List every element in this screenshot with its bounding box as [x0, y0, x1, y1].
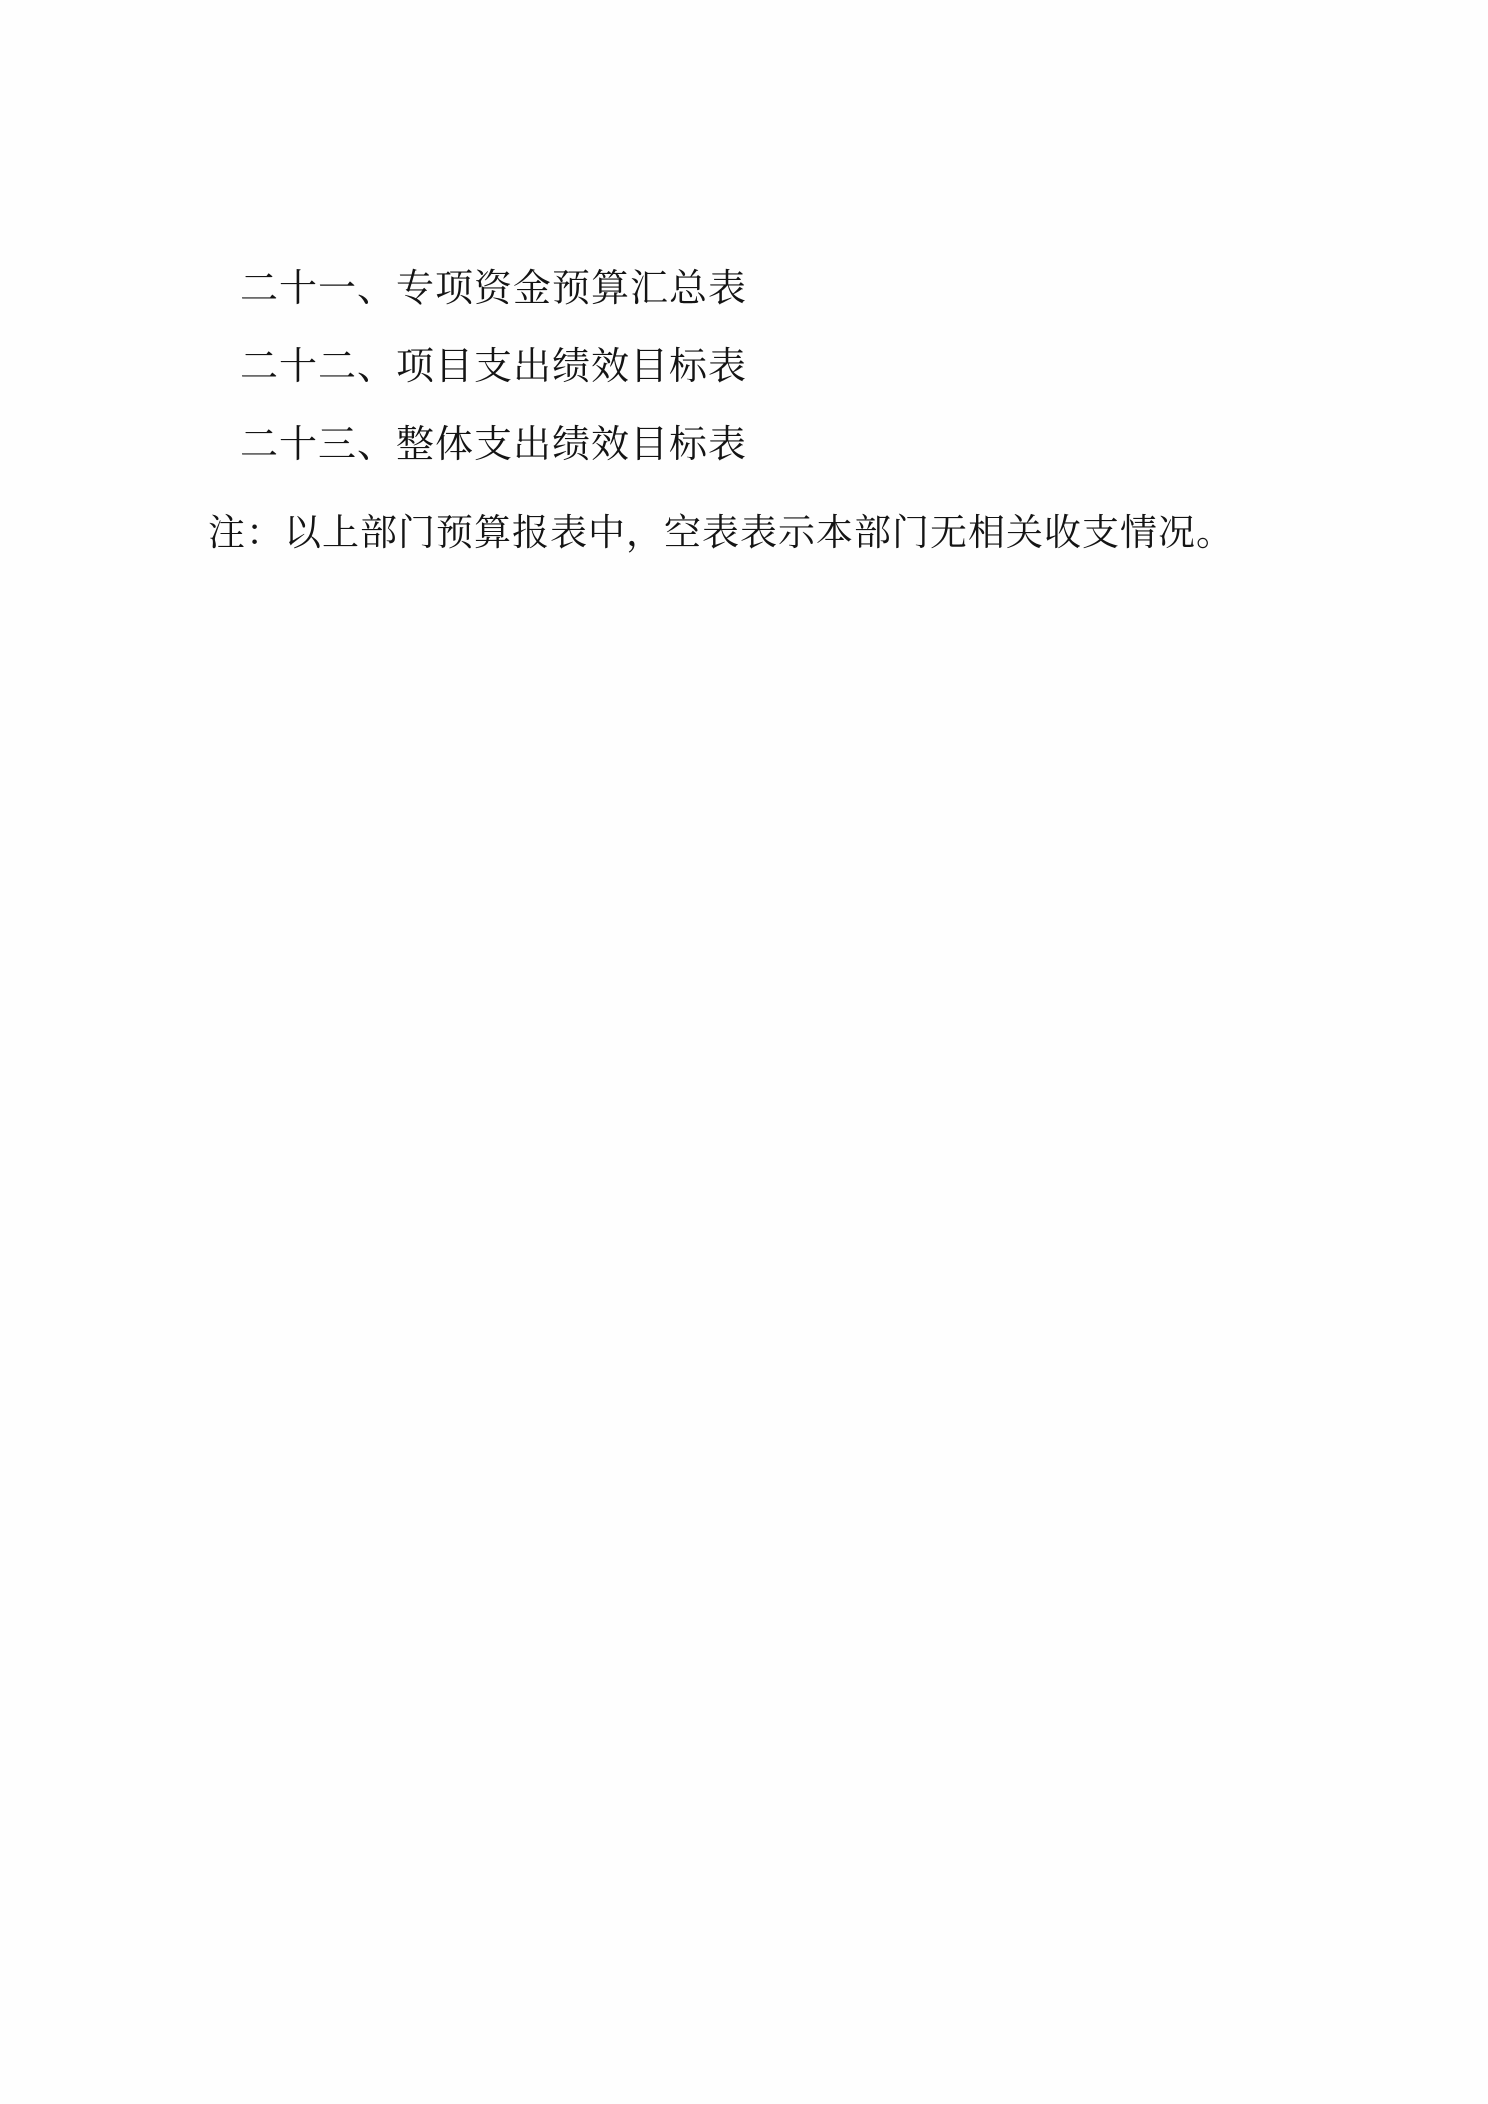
list-item: 二十二、项目支出绩效目标表	[240, 346, 748, 388]
note-text: 注：以上部门预算报表中，空表表示本部门无相关收支情况。	[208, 513, 1234, 554]
list-item: 二十三、整体支出绩效目标表	[240, 424, 748, 466]
list-item: 二十一、专项资金预算汇总表	[240, 268, 748, 310]
document-content	[208, 250, 1300, 562]
